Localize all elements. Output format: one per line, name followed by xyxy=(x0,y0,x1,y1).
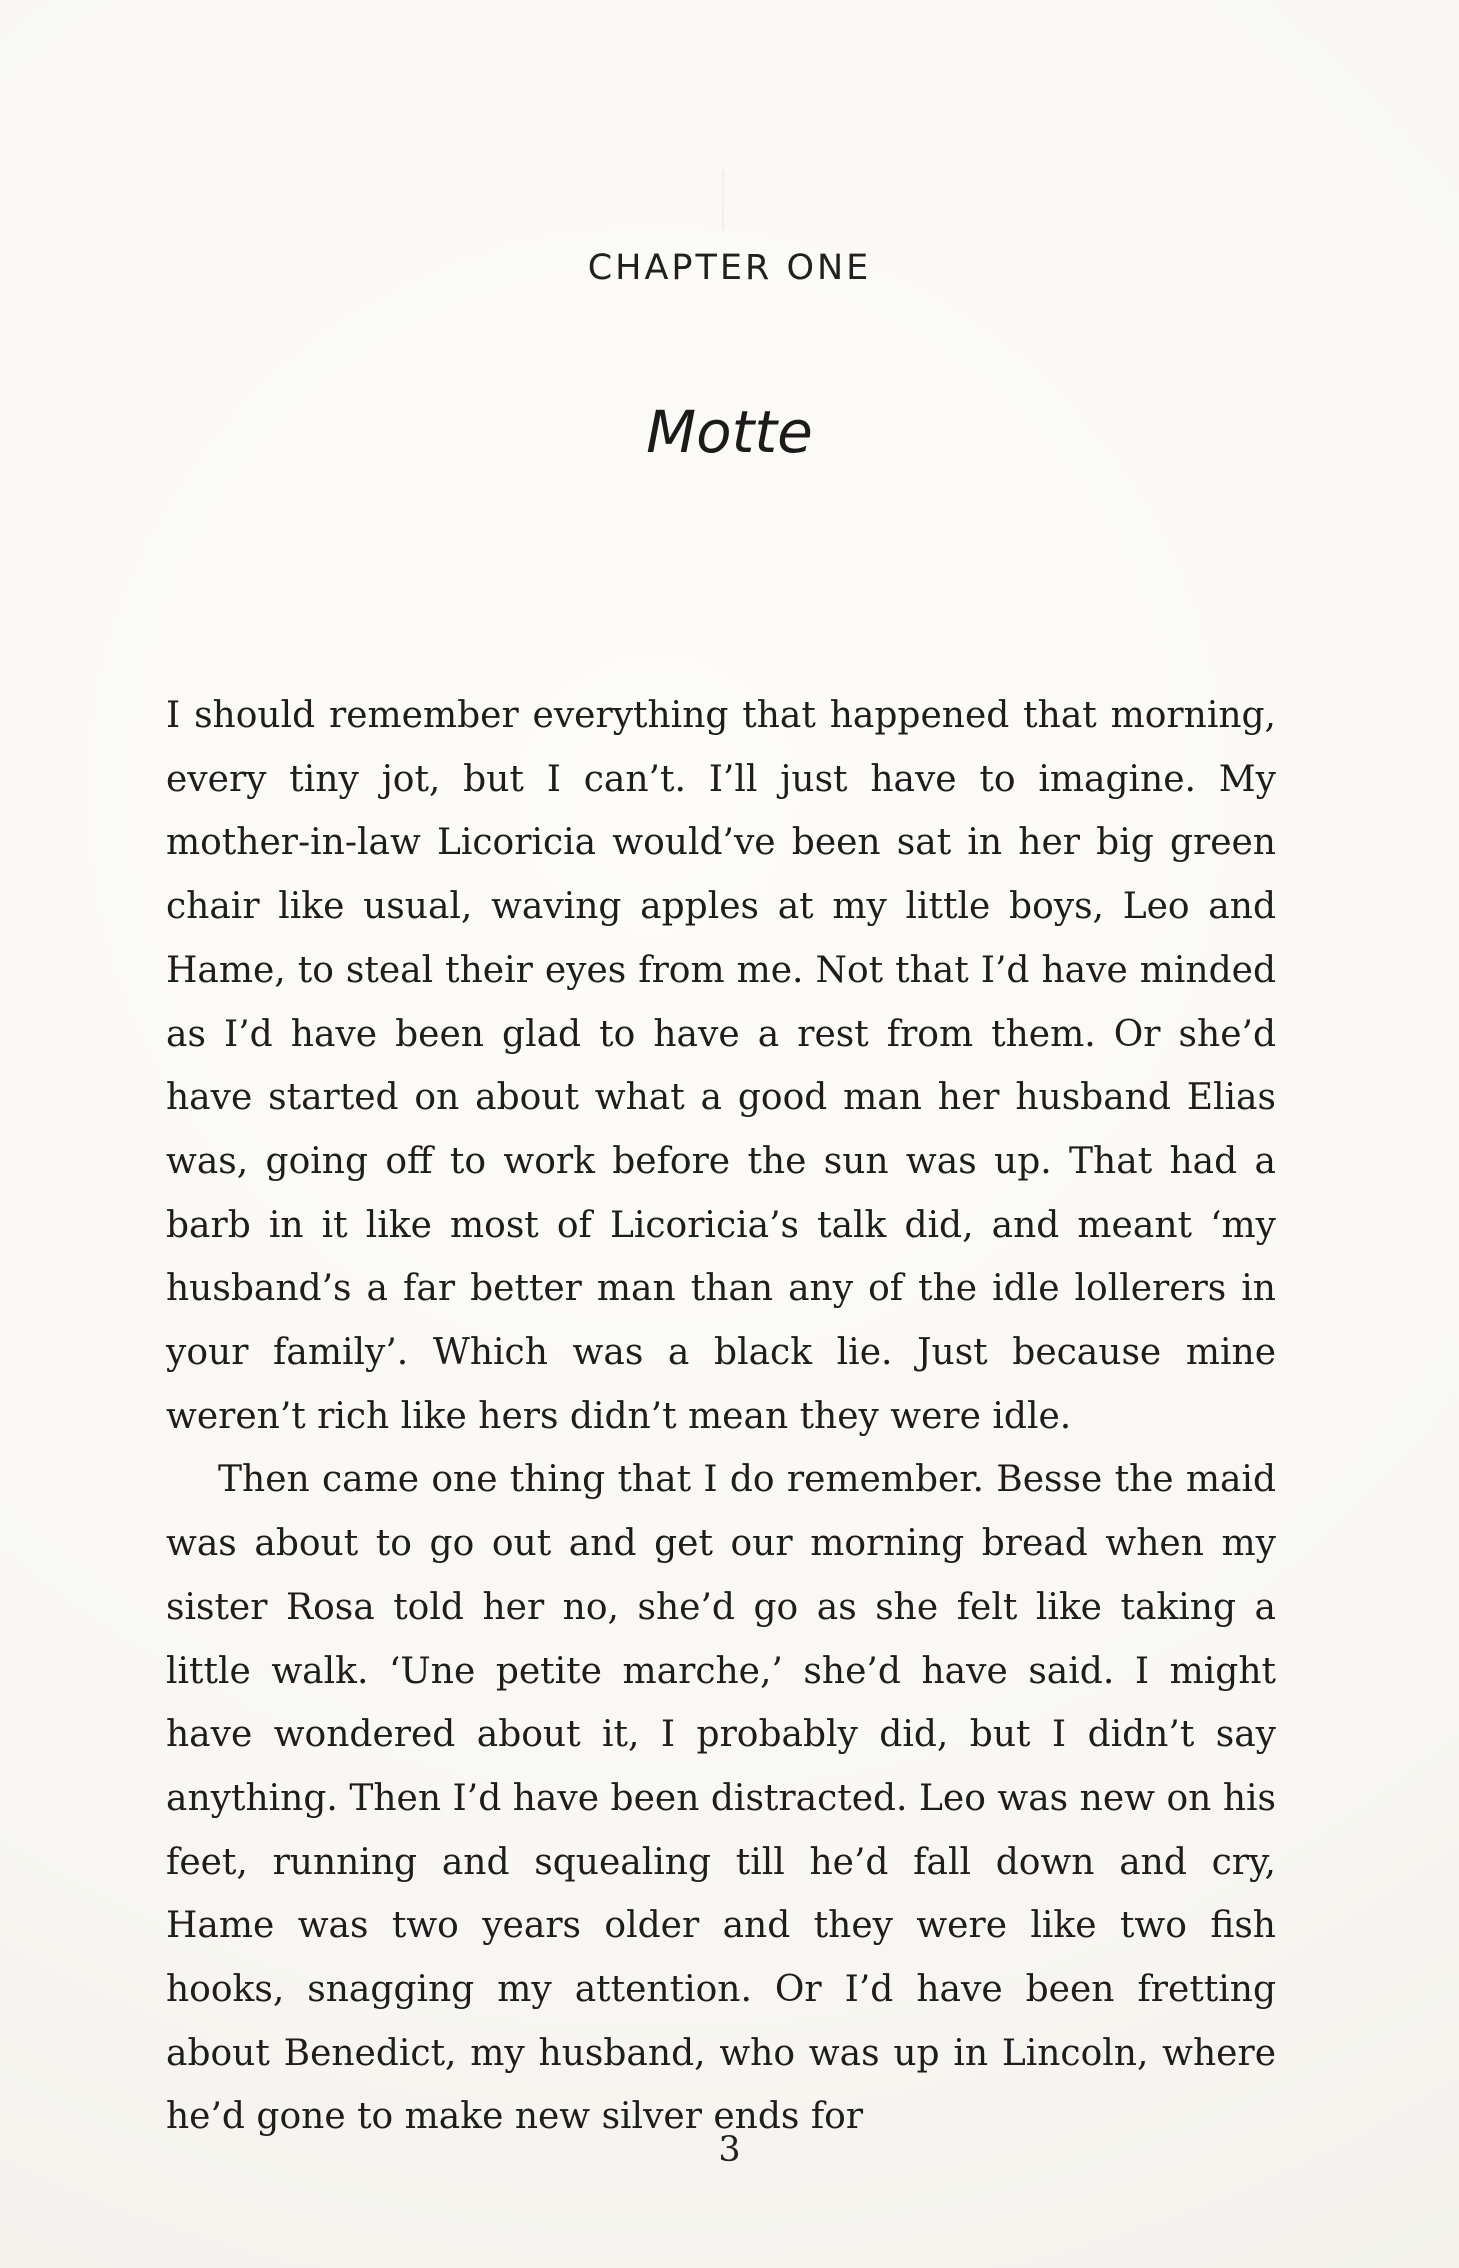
paragraph: I should remember everything that happened that morning, every tiny jot, but I can’t. I’ll just have to imagine. My mother-in-law Licoricia would’ve been sat in her big green chair like usual, waving apples at my little boys, Leo and Hame, to steal their eyes from me. Not that I’d have minded as I’d have been glad to have a rest from them. Or she’d have started on about what a good man her husband Elias was, going off to work before the sun was up. That had a barb in it like most of Licoricia’s talk did, and meant ‘my husband’s a far better man than any of the idle lollerers in your family’. Which was a black lie. Just because mine weren’t rich like hers didn’t mean they were idle. xyxy=(166,695,1276,1437)
chapter-label: CHAPTER ONE xyxy=(587,248,872,288)
scan-artifact xyxy=(722,170,724,230)
chapter-body xyxy=(166,684,1276,2149)
page-number: 3 xyxy=(718,2130,741,2170)
paragraph: Then came one thing that I do remember. Besse the maid was about to go out and get our morning bread when my sister Rosa told her no, she’d go as she felt like taking a little walk. ‘Une petite marche,’ she’d have said. I might have wondered about it, I probably did, but I didn’t say anything. Then I’d have been distracted. Leo was new on his feet, running and squealing till he’d fall down and cry, Hame was two years older and they were like two fish hooks, snagging my attention. Or I’d have been fretting about Benedict, my husband, who was up in Lincoln, where he’d gone to make new silver ends for xyxy=(166,1459,1276,2138)
chapter-title: Motte xyxy=(646,398,813,466)
